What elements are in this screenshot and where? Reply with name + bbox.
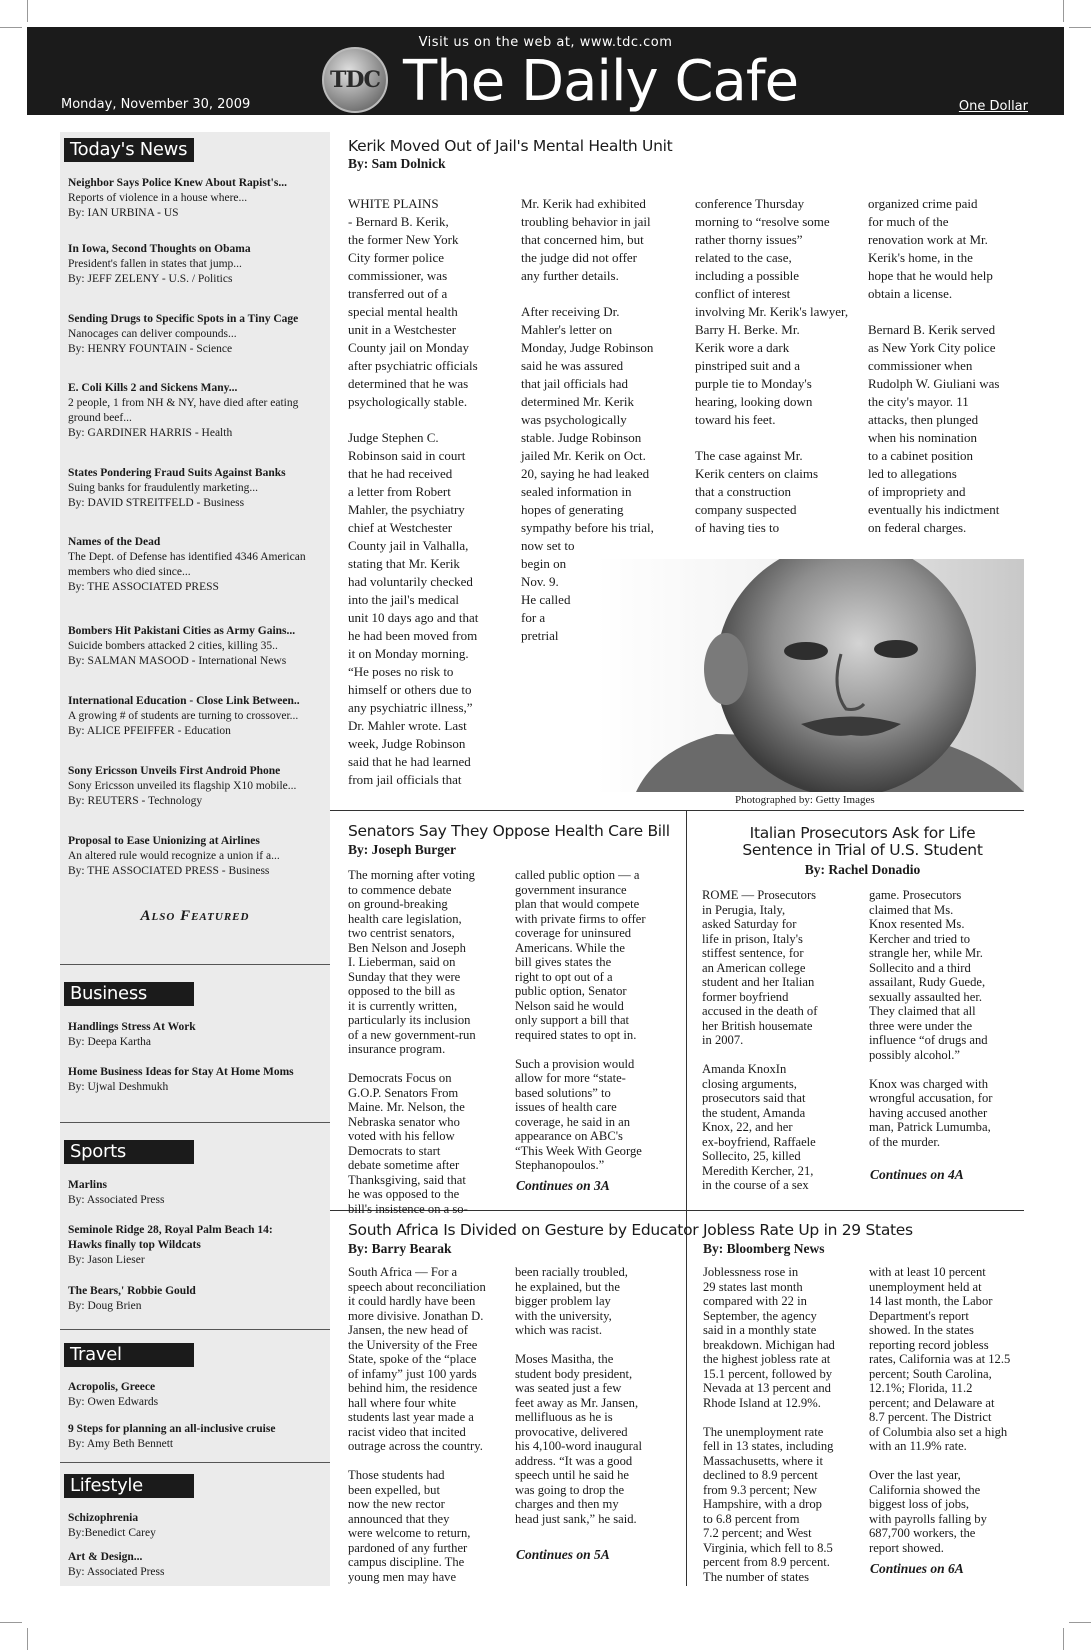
crop-mark [27,1628,28,1650]
crop-mark [1063,1628,1064,1650]
news-byline: By: SALMAN MASOOD - International News [68,655,287,667]
italy-column-2: game. Prosecutors claimed that Ms. Knox resented Ms. Kercher and tried to strangle her, while Mr. Sollecito and a third assailant, Rudy Guede, sexually assaulted her. They claimed that all three were under the influence “of drugs and possibly alcohol.” Knox was charged with wrongful accusation, for having accused another man, Patrick Lumumba, of the murder. [869,888,993,1149]
business-byline: By: Ujwal Deshmukh [68,1081,169,1093]
lifestyle-byline: By:Benedict Carey [68,1527,156,1539]
news-title[interactable]: Sending Drugs to Specific Spots in a Tiny Cage [68,313,299,325]
jobless-headline[interactable]: Jobless Rate Up in 29 States [703,1221,913,1239]
news-title[interactable]: E. Coli Kills 2 and Sickens Many... [68,382,238,394]
africa-byline: By: Barry Bearak [348,1241,452,1256]
africa-headline[interactable]: South Africa Is Divided on Gesture by Educator [348,1221,699,1239]
news-item[interactable] [68,381,326,441]
news-desc: Reports of violence in a house where... [68,192,248,204]
sports-title[interactable]: The Bears,' Robbie Gould [68,1285,196,1297]
sports-heading: Sports [64,1140,194,1164]
section-divider [60,1329,330,1330]
health-column-1: The morning after voting to commence debate on ground-breaking health care legislation, two centrist senators, Ben Nelson and Joseph I. Lieberman, said on Sunday that they were opposed to the bill as it is currently written, particularly its inclusion of a new government-run insurance program. Democrats Focus on G.O.P. Senators From Maine. Mr. Nelson, the Nebraska senator who voted with his fellow Democrats to start debate sometime after Thanksgiving, said that he was opposed to the bill's insistence on a so- [348,868,476,1216]
travel-title[interactable]: 9 Steps for planning an all-inclusive cruise [68,1423,276,1435]
news-item[interactable] [68,624,326,669]
news-title[interactable]: States Pondering Fraud Suits Against Banks [68,467,286,479]
sports-byline: By: Jason Lieser [68,1254,145,1266]
sports-item[interactable] [68,1284,326,1314]
news-desc: Sony Ericsson unveiled its flagship X10 mobile... [68,780,297,792]
travel-item[interactable] [68,1380,326,1410]
kerik-photo [596,559,1024,792]
news-desc: Suing banks for fraudulently marketing... [68,482,259,494]
italy-headline-line1[interactable]: Italian Prosecutors Ask for Life [749,824,976,842]
health-column-2: called public option — a government insurance plan that would compete with private firms to offer coverage for uninsured Americans. While the bill gives states the right to opt out of a public option, Senator Nelson said he would only support a bill that required states to opt in. Such a provision would allow for more “state- based solutions” to issues of health care coverage, he said in an appearance on ABC's “This Week With George Stephanopoulos.” [515,868,646,1172]
news-title[interactable]: Bombers Hit Pakistani Cities as Army Gains... [68,625,296,637]
news-title[interactable]: International Education - Close Link Between.. [68,695,300,707]
lifestyle-item[interactable] [68,1511,326,1541]
sports-title-line2[interactable]: Hawks finally top Wildcats [68,1239,201,1251]
news-item[interactable] [68,312,326,357]
sports-title[interactable]: Seminole Ridge 28, Royal Palm Beach 14: [68,1224,273,1236]
jobless-column-1: Joblessness rose in 29 states last month compared with 22 in September, the agency said in a monthly state breakdown. Michigan had the highest jobless rate at 15.1 percent, followed by Nevada at 13 percent and Rhode Island at 12.9%. The unemployment rate fell in 13 states, including Massachusetts, where it declined to 8.9 percent from 9.3 percent; New Hampshire, with a drop to 6.8 percent from 7.2 percent; and West Virginia, which fell to 8.5 percent from 8.9 percent. The number of states [703,1265,835,1584]
lead-column-3: conference Thursday morning to “resolve some rather thorny issues” related to the case, including a possible conflict of interest involving Mr. Kerik's lawyer, Barry H. Berke. Mr. Kerik wore a dark pinstriped suit and a purple tie to Monday's hearing, looking down toward his feet. The case against Mr. Kerik centers on claims that a construction company suspected of having ties to [695,196,849,535]
photo-caption: Photographed by: Getty Images [735,794,875,806]
sports-item[interactable] [68,1178,326,1208]
crop-mark [0,27,22,28]
news-item[interactable] [68,242,326,287]
crop-mark [1063,0,1064,22]
lead-column-2: Mr. Kerik had exhibited troubling behavior in jail that concerned him, but the judge did not offer any further details. After receiving Dr. Mahler's letter on Monday, Judge Robinson said he was assured that jail officials had determined Mr. Kerik was psychologically stable. Judge Robinson jailed Mr. Kerik on Oct. 20, saying he had leaked sealed information in hopes of generating sympathy before his trial, now set to begin on Nov. 9. He called for a pretrial [521,196,654,643]
also-featured-heading: Also Featured [140,908,250,924]
photo-illustration [596,559,1024,792]
italy-continues-link[interactable]: Continues on 4A [870,1167,964,1182]
lead-column-1: WHITE PLAINS - Bernard B. Kerik, the former New York City former police commissioner, was transferred out of a special mental health unit in a Westchester County jail on Monday after psychiatric officials determined that he was psychologically stable. Judge Stephen C. Robinson said in court that he had received a letter from Robert Mahler, the psychiatry chief at Westchester County jail in Valhalla, stating that Mr. Kerik had voluntarily checked into the jail's medical unit 10 days ago and that he had been moved from it on Monday morning. “He poses no risk to himself or others due to any psychiatric illness,” Dr. Mahler wrote. Last week, Judge Robinson said that he had learned from jail officials that [348,196,479,787]
news-item[interactable] [68,764,326,809]
travel-item[interactable] [68,1422,326,1452]
newspaper-title: The Daily Cafe [403,49,799,114]
section-divider [330,810,1024,811]
news-desc: President's fallen in states that jump... [68,258,242,270]
travel-title[interactable]: Acropolis, Greece [68,1381,156,1393]
health-headline[interactable]: Senators Say They Oppose Health Care Bill [348,822,670,840]
lifestyle-title[interactable]: Schizophrenia [68,1512,139,1524]
issue-date: Monday, November 30, 2009 [61,97,251,112]
news-byline: By: DAVID STREITFELD - Business [68,497,245,509]
website-line[interactable]: Visit us on the web at, www.tdc.com [418,35,673,50]
italy-byline: By: Rachel Donadio [804,862,921,877]
business-heading: Business [64,982,194,1006]
news-byline: By: JEFF ZELENY - U.S. / Politics [68,273,233,285]
crop-mark [1069,27,1091,28]
africa-continues-link[interactable]: Continues on 5A [516,1547,610,1562]
news-byline: By: REUTERS - Technology [68,795,203,807]
news-byline: By: ALICE PFEIFFER - Education [68,725,231,737]
logo-icon [322,47,388,113]
italy-column-1: ROME — Prosecutors in Perugia, Italy, asked Saturday for life in prison, Italy's stiffest sentence, for an American college student and her Italian former boyfriend accused in the death of her British housemate in 2007. Amanda KnoxIn closing arguments, prosecutors said that the student, Amanda Knox, 22, and her ex-boyfriend, Raffaele Sollecito, 25, killed Meredith Kercher, 21, in the course of a sex [702,888,818,1192]
column-divider [686,1210,687,1586]
business-item[interactable] [68,1020,326,1050]
news-title[interactable]: Proposal to Ease Unionizing at Airlines [68,835,260,847]
business-byline: By: Deepa Kartha [68,1036,152,1048]
africa-column-1: South Africa — For a speech about reconciliation it could hardly have been more divisive. Jonathan D. Jansen, the new head of the University of the Free State, spoke of the “place of infamy” just 100 yards behind him, the residence hall where four white students last year made a racist video that incited outrage across the country. Those students had been expelled, but now the new rector announced that they were welcome to return, pardoned of any further campus discipline. The young men may have [348,1265,486,1584]
crop-mark [0,1622,22,1623]
section-divider [60,1122,330,1123]
news-byline: By: THE ASSOCIATED PRESS - Business [68,865,270,877]
news-title[interactable]: In Iowa, Second Thoughts on Obama [68,243,251,255]
lead-column-4: organized crime paid for much of the renovation work at Mr. Kerik's home, in the hope that he would help obtain a license. Bernard B. Kerik served as New York City police commissioner when Rudolph W. Giuliani was the city's mayor. 11 attacks, then plunged when his nomination to a cabinet position led to allegations of impropriety and eventually his indictment on federal charges. [868,196,1000,535]
news-desc: A growing # of students are turning to crossover... [68,710,299,722]
section-divider [60,964,330,965]
news-desc: The Dept. of Defense has identified 4346 American members who died since... [68,551,306,578]
news-byline: By: HENRY FOUNTAIN - Science [68,343,233,355]
lifestyle-item[interactable] [68,1550,326,1580]
news-item[interactable] [68,466,326,511]
crop-mark [1069,1622,1091,1623]
lifestyle-byline: By: Associated Press [68,1566,165,1578]
issue-price: One Dollar [958,99,1028,114]
section-divider [60,1462,330,1463]
news-byline: By: IAN URBINA - US [68,207,179,219]
masthead [27,27,1064,115]
news-item[interactable] [68,176,326,221]
travel-byline: By: Amy Beth Bennett [68,1438,174,1450]
column-divider [686,810,687,1210]
business-item[interactable] [68,1065,326,1095]
news-desc: Suicide bombers attacked 2 cities, killing 35.. [68,640,278,652]
africa-column-2: been racially troubled, he explained, but the bigger problem lay with the university, which was racist. Moses Masitha, the student body president, was seated just a few feet away as Mr. Jansen, mellifluous as he is provocative, delivered his 4,100-word inaugural address. “It was a good speech until he said he was going to drop the charges and then my head just sank,” he said. [515,1265,642,1526]
news-item[interactable] [68,694,326,739]
news-desc: Nanocages can deliver compounds... [68,328,237,340]
news-title[interactable]: Names of the Dead [68,536,161,548]
sidebar [60,132,330,1586]
business-title[interactable]: Home Business Ideas for Stay At Home Moms [68,1066,294,1078]
jobless-byline: By: Bloomberg News [703,1241,825,1256]
travel-heading: Travel [64,1343,194,1367]
news-title[interactable]: Neighbor Says Police Knew About Rapist's... [68,177,287,189]
health-continues-link[interactable]: Continues on 3A [516,1178,610,1193]
lead-headline[interactable]: Kerik Moved Out of Jail's Mental Health Unit [348,137,673,155]
news-item[interactable] [68,535,326,595]
news-title[interactable]: Sony Ericsson Unveils First Android Phone [68,765,281,777]
lifestyle-title[interactable]: Art & Design... [68,1551,143,1563]
lead-byline: By: Sam Dolnick [348,156,446,171]
news-desc: An altered rule would recognize a union if a... [68,850,280,862]
news-item[interactable] [68,834,326,879]
lifestyle-heading: Lifestyle [64,1474,194,1498]
jobless-continues-link[interactable]: Continues on 6A [870,1561,964,1576]
logo-text: TDC [330,67,380,93]
crop-mark [27,0,28,22]
sports-item[interactable] [68,1223,326,1268]
sports-title[interactable]: Marlins [68,1179,107,1191]
news-byline: By: THE ASSOCIATED PRESS [68,581,219,593]
italy-headline-line2[interactable]: Sentence in Trial of U.S. Student [742,841,983,859]
sports-byline: By: Associated Press [68,1194,165,1206]
news-desc: 2 people, 1 from NH & NY, have died after eating ground beef... [68,397,299,424]
health-byline: By: Joseph Burger [348,842,456,857]
news-byline: By: GARDINER HARRIS - Health [68,427,233,439]
travel-byline: By: Owen Edwards [68,1396,159,1408]
sports-byline: By: Doug Brien [68,1300,142,1312]
business-title[interactable]: Handlings Stress At Work [68,1021,196,1033]
todays-news-heading: Today's News [64,138,194,162]
jobless-column-2: with at least 10 percent unemployment held at 14 last month, the Labor Department's report showed. In the states reporting record jobless rates, California was at 12.5 percent; South Carolina, 12.1%; Florida, 11.2 percent; and Delaware at 8.7 percent. The District of Columbia also set a high with an 11.9% rate. Over the last year, California showed the biggest loss of jobs, with payrolls falling by 687,700 workers, the report showed. [869,1265,1011,1555]
